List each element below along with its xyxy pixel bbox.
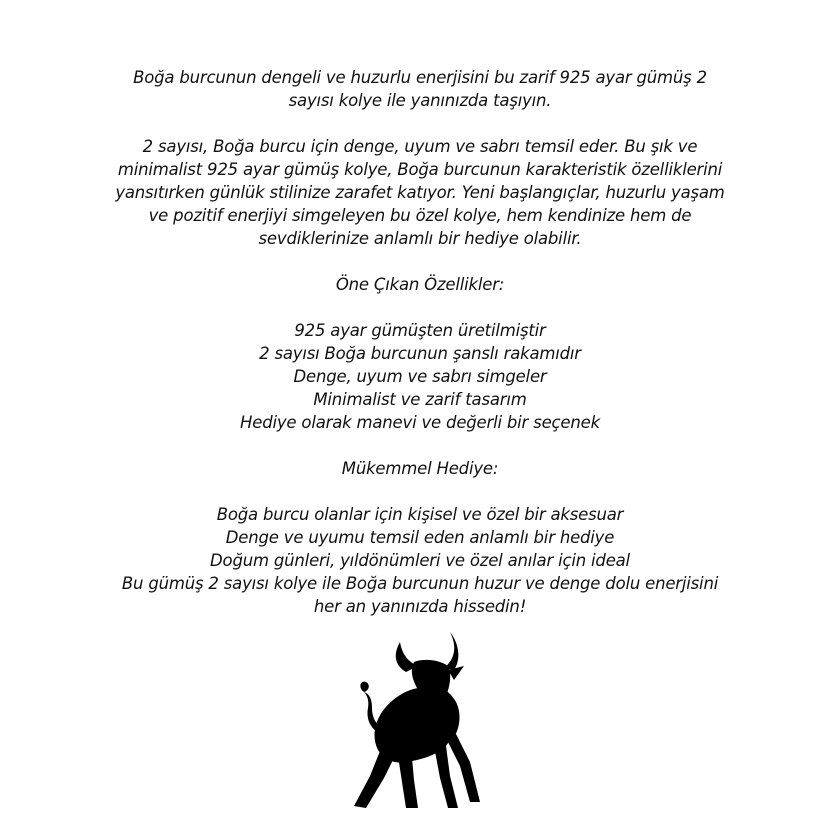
gift-item: Bu gümüş 2 sayısı kolye ile Boğa burcunun huzur ve denge dolu enerjisini [121, 574, 719, 593]
feature-item: 2 sayısı Boğa burcunun şanslı rakamıdır [259, 344, 581, 363]
description-line: minimalist 925 ayar gümüş kolye, Boğa burcunun karakteristik özelliklerini [117, 160, 723, 179]
feature-item: Minimalist ve zarif tasarım [313, 390, 527, 409]
intro-line: Boğa burcunun dengeli ve huzurlu enerjisini bu zarif 925 ayar gümüş 2 [133, 68, 707, 87]
description-line: sevdiklerinize anlamlı bir hediye olabilir. [258, 229, 582, 248]
gift-item: Boğa burcu olanlar için kişisel ve özel bir aksesuar [216, 505, 624, 524]
description-line: ve pozitif enerjiyi simgeleyen bu özel kolye, hem kendinize hem de [148, 206, 692, 225]
bull-icon [336, 628, 508, 810]
description-line: 2 sayısı, Boğa burcu için denge, uyum ve sabrı temsil eder. Bu şık ve [142, 137, 698, 156]
gift-item: Denge ve uyumu temsil eden anlamlı bir hediye [225, 528, 615, 547]
gift-item: her an yanınızda hissedin! [313, 597, 527, 616]
intro-line: sayısı kolye ile yanınızda taşıyın. [288, 91, 552, 110]
features-heading: Öne Çıkan Özellikler: [335, 275, 505, 294]
feature-item: 925 ayar gümüşten üretilmiştir [294, 321, 546, 340]
description-text [60, 66, 780, 618]
gift-heading: Mükemmel Hediye: [341, 459, 499, 478]
description-line: yansıtırken günlük stilinize zarafet katıyor. Yeni başlangıçlar, huzurlu yaşam [115, 183, 725, 202]
gift-item: Doğum günleri, yıldönümleri ve özel anılar için ideal [210, 551, 630, 570]
feature-item: Hediye olarak manevi ve değerli bir seçenek [240, 413, 600, 432]
feature-item: Denge, uyum ve sabrı simgeler [293, 367, 547, 386]
